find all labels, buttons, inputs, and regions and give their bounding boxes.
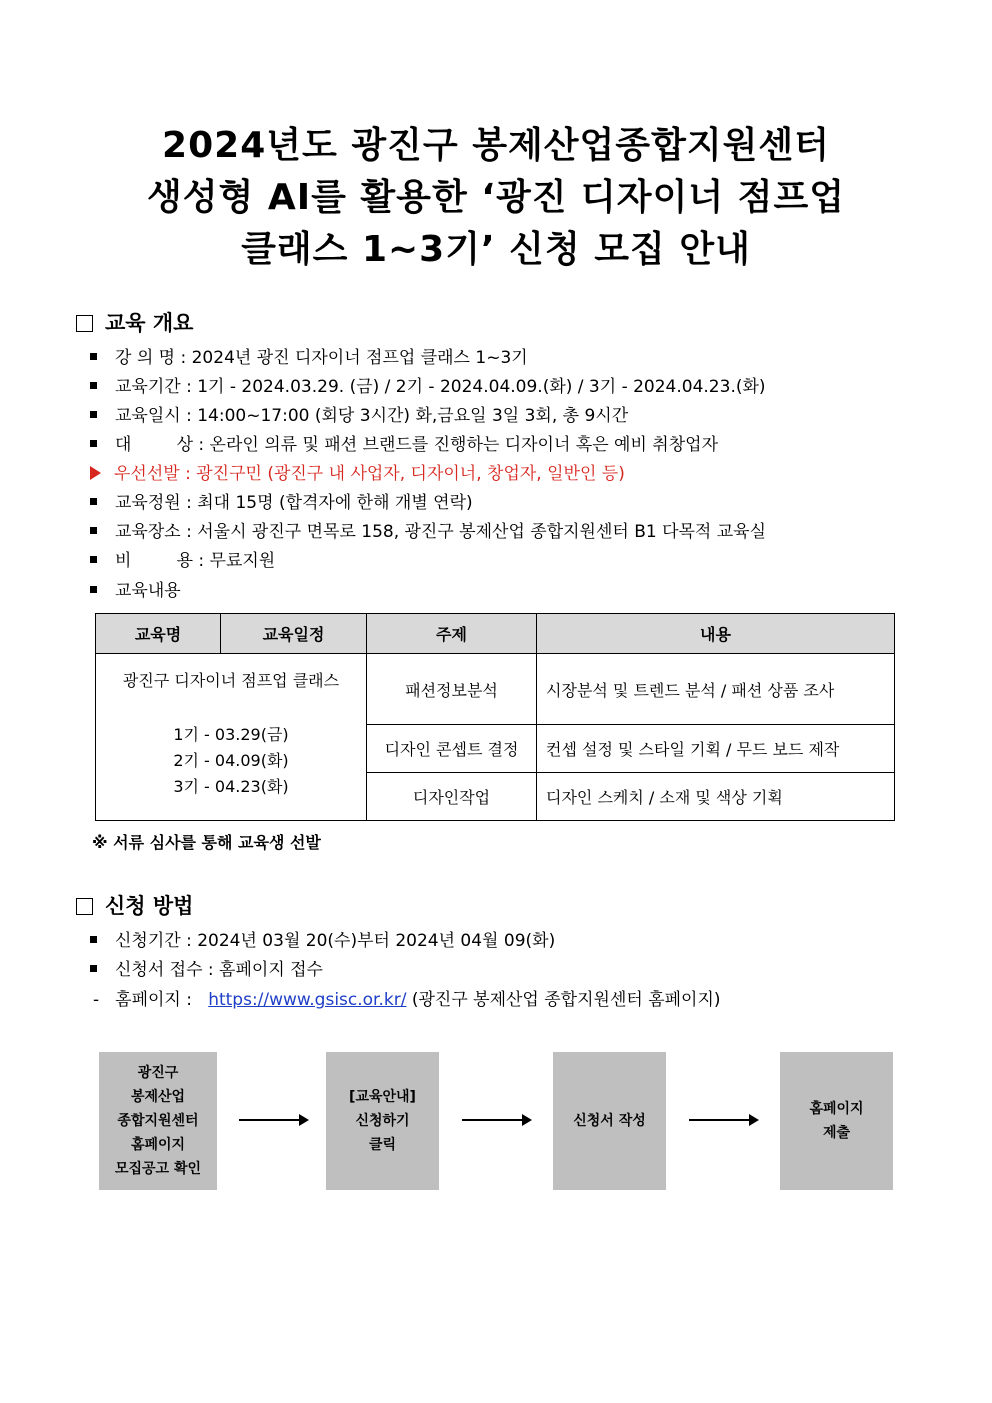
schedule-3: 3기 - 04.23(화) bbox=[173, 777, 289, 796]
arrow-right-icon bbox=[239, 1119, 307, 1121]
apply-heading bbox=[76, 890, 193, 920]
overview-heading bbox=[76, 307, 193, 337]
topic-cell: 디자인 콘셉트 결정 bbox=[367, 725, 537, 773]
content-cell: 디자인 스케치 / 소재 및 색상 기획 bbox=[537, 773, 895, 821]
course-cell bbox=[96, 654, 367, 821]
table-row bbox=[96, 654, 895, 725]
schedule-2: 2기 - 04.09(화) bbox=[173, 751, 289, 770]
checkbox-square-icon bbox=[76, 898, 93, 915]
square-bullet-icon bbox=[90, 440, 97, 447]
header-course-name: 교육명 bbox=[96, 614, 221, 654]
homepage-label: 홈페이지 : bbox=[115, 990, 192, 1010]
flow-step-click-apply bbox=[326, 1052, 439, 1190]
item-value: : 온라인 의류 및 패션 브랜드를 진행하는 디자이너 혹은 예비 취창업자 bbox=[198, 435, 718, 455]
flow-step-4-line: 홈페이지 bbox=[809, 1101, 864, 1117]
content-cell: 컨셉 설정 및 스타일 기획 / 무드 보드 제작 bbox=[537, 725, 895, 773]
square-bullet-icon bbox=[90, 382, 97, 389]
item-label: 교육기간 bbox=[115, 377, 181, 397]
item-value: : 14:00~17:00 (회당 3시간) 화,금요일 3일 3회, 총 9시간 bbox=[186, 406, 629, 426]
title-line-1: 2024년도 광진구 봉제산업종합지원센터 bbox=[162, 125, 830, 166]
square-bullet-icon bbox=[90, 527, 97, 534]
flow-step-3-line: 신청서 작성 bbox=[573, 1113, 646, 1129]
course-name: 광진구 디자이너 점프업 클래스 bbox=[122, 671, 340, 690]
square-bullet-icon bbox=[90, 353, 97, 360]
item-value: : 최대 15명 (합격자에 한해 개별 연락) bbox=[186, 493, 473, 513]
overview-item-period bbox=[90, 372, 766, 397]
item-value: : 무료지원 bbox=[198, 551, 276, 571]
item-label: 교육일시 bbox=[115, 406, 181, 426]
apply-item-receipt bbox=[90, 955, 323, 980]
item-label: 교육장소 bbox=[115, 522, 181, 542]
header-schedule: 교육일정 bbox=[221, 614, 367, 654]
item-label: 교육내용 bbox=[115, 581, 181, 601]
homepage-desc: (광진구 봉제산업 종합지원센터 홈페이지) bbox=[411, 990, 721, 1010]
overview-item-priority bbox=[90, 459, 625, 484]
item-value: 신청서 접수 : 홈페이지 접수 bbox=[115, 960, 323, 980]
topic-cell: 디자인작업 bbox=[367, 773, 537, 821]
item-value: : 2024년 광진 디자이너 점프업 클래스 1~3기 bbox=[180, 348, 528, 368]
item-label: 우선선발 bbox=[114, 464, 180, 484]
schedule-1: 1기 - 03.29(금) bbox=[173, 725, 289, 744]
apply-item-homepage bbox=[93, 985, 721, 1010]
apply-item-period bbox=[90, 926, 555, 951]
square-bullet-icon bbox=[90, 936, 97, 943]
triangle-right-icon bbox=[90, 466, 101, 480]
item-value: 신청기간 : 2024년 03월 20(수)부터 2024년 04월 09(화) bbox=[115, 931, 556, 951]
square-bullet-icon bbox=[90, 411, 97, 418]
overview-item-capacity bbox=[90, 488, 473, 513]
item-label: 교육정원 bbox=[115, 493, 181, 513]
arrow-right-icon bbox=[462, 1119, 530, 1121]
overview-item-target bbox=[90, 430, 718, 455]
flow-step-write-form bbox=[553, 1052, 666, 1190]
table-header-row bbox=[96, 614, 895, 654]
content-cell: 시장분석 및 트렌드 분석 / 패션 상품 조사 bbox=[537, 654, 895, 725]
homepage-link[interactable]: https://www.gsisc.or.kr/ bbox=[208, 990, 407, 1010]
flow-step-1-line: 홈페이지 bbox=[130, 1137, 186, 1153]
square-bullet-icon bbox=[90, 498, 97, 505]
title-line-2: 생성형 AI를 활용한 ‘광진 디자이너 점프업 bbox=[146, 177, 845, 218]
flow-step-4-line: 제출 bbox=[822, 1125, 851, 1141]
flow-step-1-line: 광진구 bbox=[137, 1065, 179, 1081]
item-value: : 1기 - 2024.03.29. (금) / 2기 - 2024.04.09.(화) / 3기 - 2024.04.23.(화) bbox=[186, 377, 766, 397]
item-value: : 광진구민 (광진구 내 사업자, 디자이너, 창업자, 일반인 등) bbox=[185, 464, 625, 484]
flow-step-2-line: 신청하기 bbox=[355, 1113, 410, 1129]
selection-note: ※ 서류 심사를 통해 교육생 선발 bbox=[92, 833, 321, 852]
flow-step-1-line: 봉제산업 bbox=[130, 1089, 186, 1105]
topic-cell: 패션정보분석 bbox=[367, 654, 537, 725]
arrow-right-icon bbox=[689, 1119, 757, 1121]
checkbox-square-icon bbox=[76, 315, 93, 332]
title-line-3: 클래스 1~3기’ 신청 모집 안내 bbox=[241, 229, 751, 270]
flow-step-1-line: 모집공고 확인 bbox=[114, 1161, 202, 1177]
square-bullet-icon bbox=[90, 556, 97, 563]
document-title bbox=[0, 120, 992, 276]
flow-step-2-line: 클릭 bbox=[368, 1137, 397, 1153]
header-content: 내용 bbox=[537, 614, 895, 654]
flow-step-1-line: 종합지원센터 bbox=[117, 1113, 199, 1129]
flow-step-check-notice bbox=[99, 1052, 217, 1190]
overview-item-content bbox=[90, 576, 181, 601]
overview-item-lecture bbox=[90, 343, 528, 368]
overview-item-cost bbox=[90, 546, 275, 571]
item-label: 비 용 bbox=[115, 551, 193, 571]
overview-item-time bbox=[90, 401, 628, 426]
apply-heading-text: 신청 방법 bbox=[105, 894, 194, 918]
overview-item-location bbox=[90, 517, 766, 542]
item-value: : 서울시 광진구 면목로 158, 광진구 봉제산업 종합지원센터 B1 다목적 교육실 bbox=[186, 522, 767, 542]
header-topic: 주제 bbox=[367, 614, 537, 654]
item-label: 대 상 bbox=[115, 435, 193, 455]
education-table bbox=[95, 613, 895, 821]
item-label: 강 의 명 bbox=[115, 348, 176, 368]
overview-heading-text: 교육 개요 bbox=[105, 311, 194, 335]
flow-step-2-line: [교육안내] bbox=[349, 1089, 416, 1105]
square-bullet-icon bbox=[90, 586, 97, 593]
flow-step-submit bbox=[780, 1052, 893, 1190]
dash-bullet: - bbox=[93, 990, 100, 1010]
square-bullet-icon bbox=[90, 965, 97, 972]
